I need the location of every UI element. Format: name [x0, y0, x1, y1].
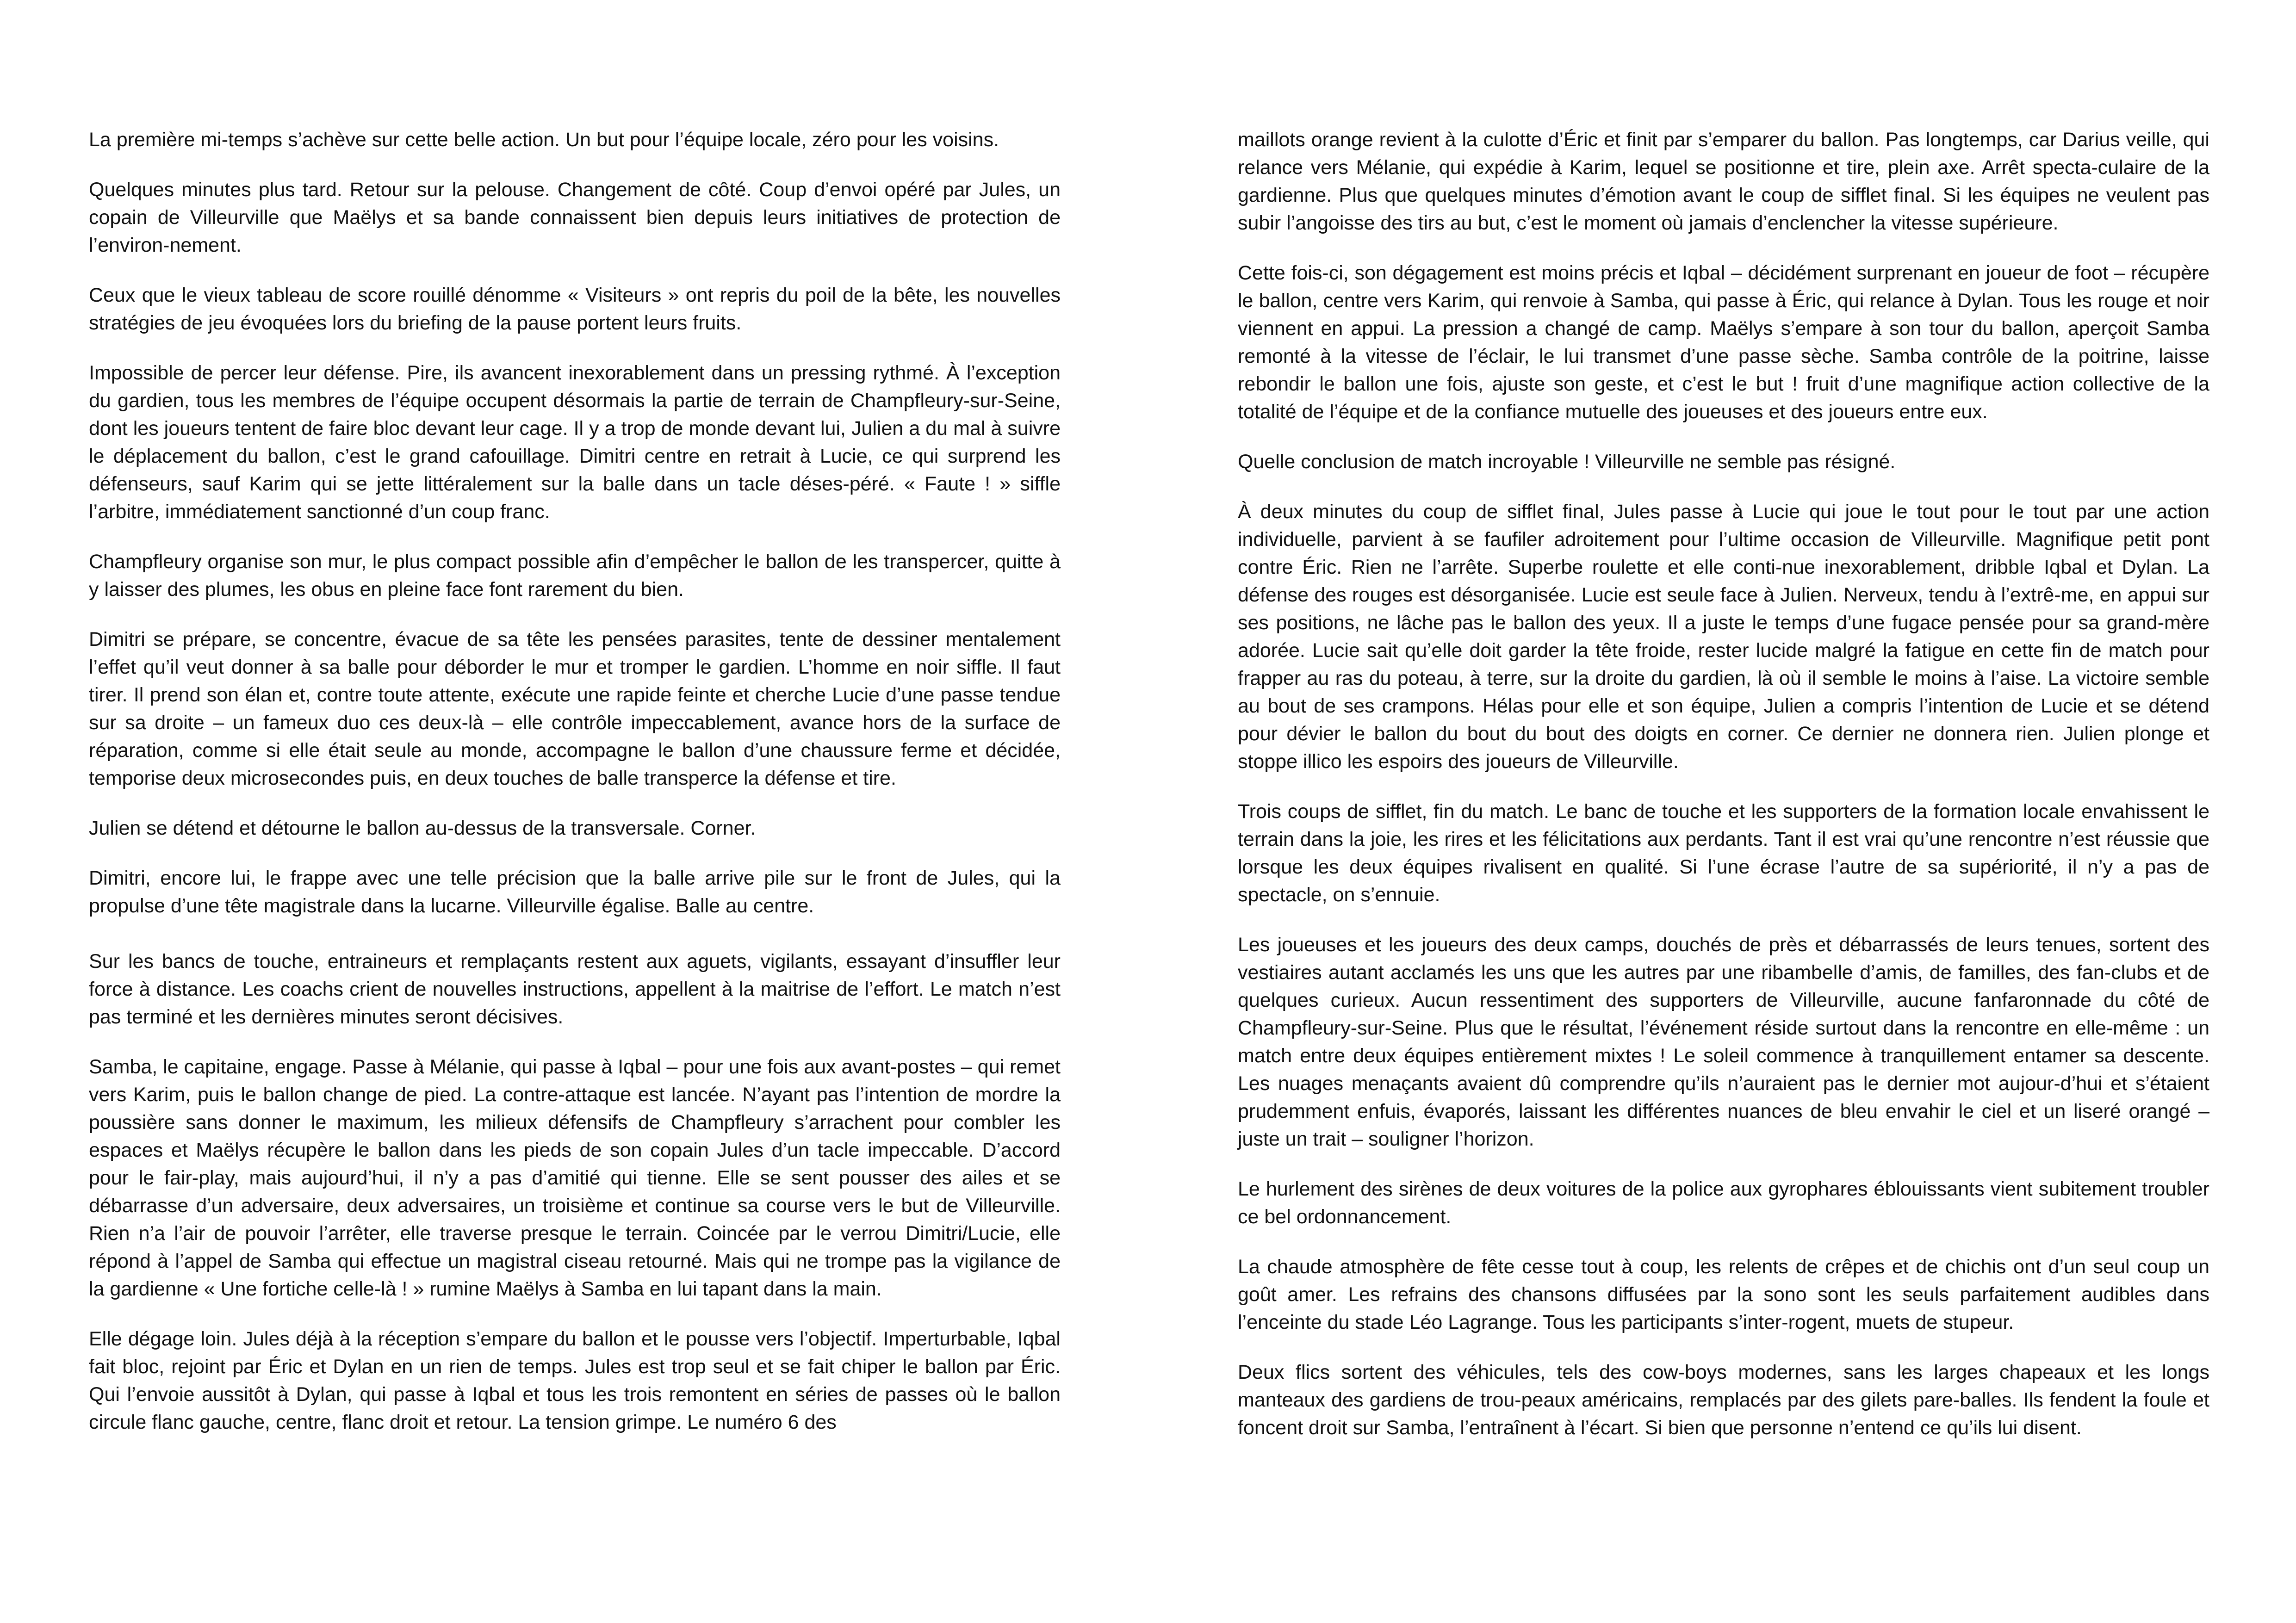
paragraph: Deux flics sortent des véhicules, tels des cow-boys modernes, sans les larges chapeaux et les longs manteaux des gardiens de trou-peaux américains, remplacés par des gilets pare-balles. Ils fendent la foule et foncent droit sur Samba, l’entraînent à l’écart. Si bien que personne n’entend ce qu’ils lui disent. [1238, 1361, 2209, 1439]
paragraph: maillots orange revient à la culotte d’Éric et finit par s’emparer du ballon. Pas longtemps, car Darius veille, qui relance vers Mélanie, qui expédie à Karim, lequel se positionne et tire, plein axe. Arrêt specta-culaire de la gardienne. Plus que quelques minutes d’émotion avant le coup de sifflet final. Si les équipes ne veulent pas subir l’angoisse des tirs au but, c’est le moment où jamais d’enclencher la vitesse supérieure. [1238, 129, 2209, 234]
paragraph: Quelques minutes plus tard. Retour sur la pelouse. Changement de côté. Coup d’envoi opéré par Jules, un copain de Villeurville que Maëlys et sa bande connaissent bien depuis leurs initiatives de protection de l’environ-nement. [89, 179, 1061, 256]
paragraph: Champfleury organise son mur, le plus compact possible afin d’empêcher le ballon de les transpercer, quitte à y laisser des plumes, les obus en pleine face font rarement du bien. [89, 551, 1061, 601]
paragraph: La première mi-temps s’achève sur cette belle action. Un but pour l’équipe locale, zéro pour les voisins. [89, 129, 999, 151]
paragraph: Le hurlement des sirènes de deux voitures de la police aux gyrophares éblouissants vient subitement troubler ce bel ordonnancement. [1238, 1178, 2209, 1228]
paragraph: Les joueuses et les joueurs des deux camps, douchés de près et débarrassés de leurs tenues, sortent des vestiaires autant acclamés les uns que les autres par une ribambelle d’amis, de familles, des fan-clubs et de quelques curieux. Aucun ressentiment des supporters de Villeurville, aucune fanfaronnade du côté de Champfleury-sur-Seine. Plus que le résultat, l’événement réside surtout dans la rencontre en elle-même : un match entre deux équipes entièrement mixtes ! Le soleil commence à tranquillement entamer sa descente. Les nuages menaçants avaient dû comprendre qu’ils n’auraient pas le dernier mot aujour-d’hui et s’étaient prudemment enfuis, évaporés, laissant les différentes nuances de bleu envahir le ciel et un liseré orangé – juste un trait – souligner l’horizon. [1238, 934, 2209, 1150]
paragraph: Julien se détend et détourne le ballon au-dessus de la transversale. Corner. [89, 817, 756, 839]
paragraph: Elle dégage loin. Jules déjà à la réception s’empare du ballon et le pousse vers l’objectif. Imperturbable, Iqbal fait bloc, rejoint par Éric et Dylan en un rien de temps. Jules est trop seul et se fait chiper le ballon par Éric. Qui l’envoie aussitôt à Dylan, qui passe à Iqbal et tous les trois remontent en séries de passes où le ballon circule flanc gauche, centre, flanc droit et retour. La tension grimpe. Le numéro 6 des [89, 1328, 1061, 1433]
left-text-column [89, 126, 1061, 1458]
paragraph: À deux minutes du coup de sifflet final, Jules passe à Lucie qui joue le tout pour le tout par une action individuelle, parvient à se faufiler adroitement pour l’ultime occasion de Villeurville. Magnifique petit pont contre Éric. Rien ne l’arrête. Superbe roulette et elle conti-nue inexorablement, dribble Iqbal et Dylan. La défense des rouges est désorganisée. Lucie est seule face à Julien. Nerveux, tendu à l’extrê-me, en appui sur ses positions, ne lâche pas le ballon des yeux. Il a juste le temps d’une fugace pensée pour sa grand-mère adorée. Lucie sait qu’elle doit garder la tête froide, rester lucide malgré la fatigue en cette fin de match pour frapper au ras du poteau, à terre, sur la droite du gardien, là où il semble le moins à l’aise. La victoire semble au bout de ses crampons. Hélas pour elle et son équipe, Julien a compris l’intention de Lucie et se détend pour dévier le ballon du bout du bout des doigts en corner. Ce dernier ne donnera rien. Julien plonge et stoppe illico les espoirs des joueurs de Villeurville. [1238, 501, 2209, 773]
paragraph: Dimitri, encore lui, le frappe avec une telle précision que la balle arrive pile sur le front de Jules, qui la propulse d’une tête magistrale dans la lucarne. Villeurville égalise. Balle au centre. [89, 867, 1061, 917]
paragraph: Dimitri se prépare, se concentre, évacue de sa tête les pensées parasites, tente de dessiner mentalement l’effet qu’il veut donner à sa balle pour déborder le mur et tromper le gardien. L’homme en noir siffle. Il faut tirer. Il prend son élan et, contre toute attente, exécute une rapide feinte et cherche Lucie d’une passe tendue sur sa droite – un fameux duo ces deux-là – elle contrôle impeccablement, avance hors de la surface de réparation, comme si elle était seule au monde, accompagne le ballon d’une chaussure ferme et décidée, temporise deux microsecondes puis, en deux touches de balle transperce la défense et tire. [89, 628, 1061, 789]
paragraph: Ceux que le vieux tableau de score rouillé dénomme « Visiteurs » ont repris du poil de la bête, les nouvelles stratégies de jeu évoquées lors du briefing de la pause portent leurs fruits. [89, 284, 1061, 334]
right-text-column [1238, 126, 2209, 1464]
paragraph: La chaude atmosphère de fête cesse tout à coup, les relents de crêpes et de chichis ont d’un seul coup un goût amer. Les refrains des chansons diffusées par la sono sont les seuls parfaitement audibles dans l’enceinte du stade Léo Lagrange. Tous les participants s’inter-rogent, muets de stupeur. [1238, 1256, 2209, 1333]
paragraph: Sur les bancs de touche, entraineurs et remplaçants restent aux aguets, vigilants, essayant d’insuffler leur force à distance. Les coachs crient de nouvelles instructions, appellent à la maitrise de l’effort. Le match n’est pas terminé et les dernières minutes seront décisives. [89, 950, 1061, 1028]
paragraph: Samba, le capitaine, engage. Passe à Mélanie, qui passe à Iqbal – pour une fois aux avant-postes – qui remet vers Karim, puis le ballon change de pied. La contre-attaque est lancée. N’ayant pas l’intention de mordre la poussière sans donner le maximum, les milieux défensifs de Champfleury s’arrachent pour combler les espaces et Maëlys récupère le ballon dans les pieds de son copain Jules d’un tacle impeccable. D’accord pour le fair-play, mais aujourd’hui, il n’y a pas d’amitié qui tienne. Elle se sent pousser des ailes et se débarrasse d’un adversaire, deux adversaires, un troisième et continue sa course vers le but de Villeurville. Rien n’a l’air de pouvoir l’arrêter, elle traverse presque le terrain. Coincée par le verrou Dimitri/Lucie, elle répond à l’appel de Samba qui effectue un magistral ciseau retourné. Mais qui ne trompe pas la vigilance de la gardienne « Une fortiche celle-là ! » rumine Maëlys à Samba en lui tapant dans la main. [89, 1056, 1061, 1300]
paragraph: Cette fois-ci, son dégagement est moins précis et Iqbal – décidément surprenant en joueur de foot – récupère le ballon, centre vers Karim, qui renvoie à Samba, qui passe à Éric, qui relance à Dylan. Tous les rouge et noir viennent en appui. La pression a changé de camp. Maëlys s’empare à son tour du ballon, aperçoit Samba remonté à la vitesse de l’éclair, le lui transmet d’une passe sèche. Samba contrôle de la poitrine, laisse rebondir le ballon une fois, ajuste son geste, et c’est le but ! fruit d’une magnifique action collective de la totalité de l’équipe et de la confiance mutuelle des joueuses et des joueurs entre eux. [1238, 262, 2209, 423]
paragraph: Quelle conclusion de match incroyable ! Villeurville ne semble pas résigné. [1238, 451, 1896, 473]
paragraph: Trois coups de sifflet, fin du match. Le banc de touche et les supporters de la formation locale envahissent le terrain dans la joie, les rires et les félicitations aux perdants. Tant il est vrai qu’une rencontre n’est réussie que lorsque les deux équipes rivalisent en qualité. Si l’une écrase l’autre de sa supériorité, il n’y a pas de spectacle, on s’ennuie. [1238, 800, 2209, 906]
paragraph: Impossible de percer leur défense. Pire, ils avancent inexorablement dans un pressing rythmé. À l’exception du gardien, tous les membres de l’équipe occupent désormais la partie de terrain de Champfleury-sur-Seine, dont les joueurs tentent de faire bloc devant leur cage. Il y a trop de monde devant lui, Julien a du mal à suivre le déplacement du ballon, c’est le grand cafouillage. Dimitri centre en retrait à Lucie, ce qui surprend les défenseurs, sauf Karim qui se jette littéralement sur la balle dans un tacle déses-péré. « Faute ! » siffle l’arbitre, immédiatement sanctionné d’un coup franc. [89, 362, 1061, 523]
